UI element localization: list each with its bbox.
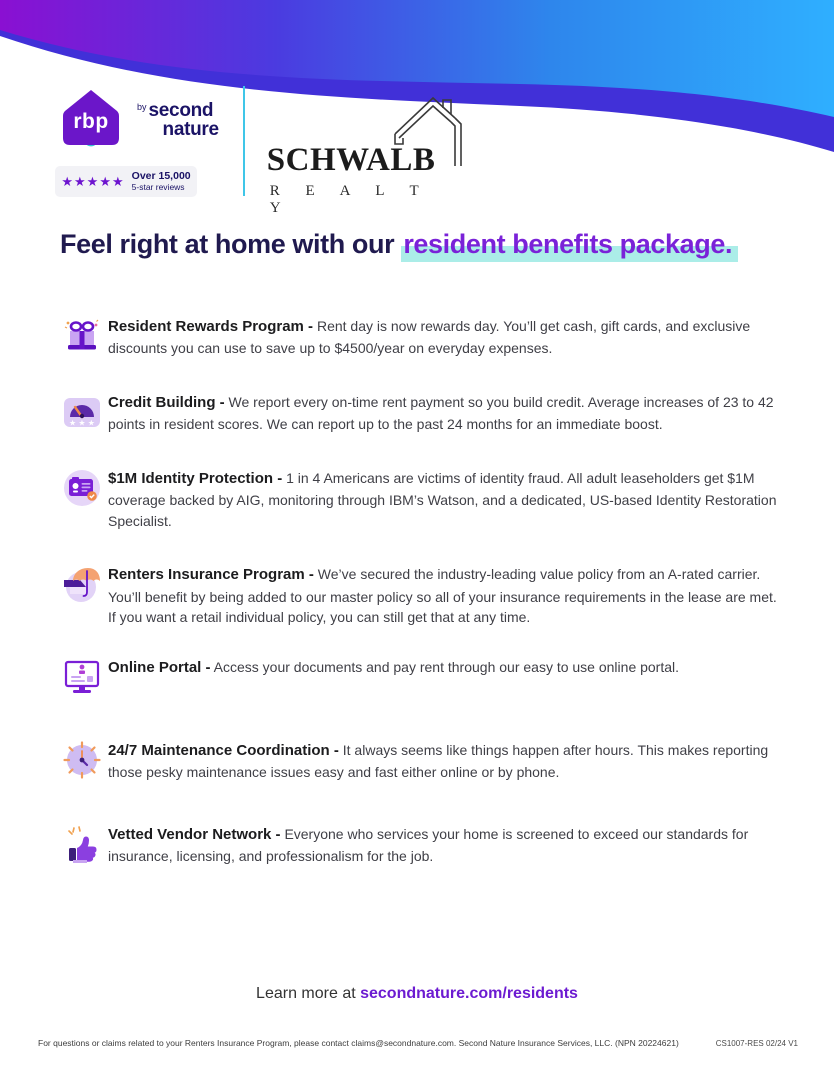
thumbs-up-icon <box>56 822 108 866</box>
benefit-description: Everyone who services your home is screened to exceed our standards for insurance, licensing, and professionalism for the job. <box>108 825 749 865</box>
five-stars-icon: ★★★★★ <box>61 174 125 189</box>
reviews-badge <box>55 166 197 197</box>
benefit-title: Vetted Vendor Network - <box>108 825 281 843</box>
benefit-title: Online Portal - <box>108 659 211 677</box>
partner-name: SCHWALB <box>266 142 436 178</box>
benefit-title: $1M Identity Protection - <box>108 469 283 487</box>
benefit-resident-rewards <box>56 314 780 359</box>
svg-text:★ ★ ★: ★ ★ ★ <box>69 418 95 428</box>
benefit-credit-building <box>56 390 780 435</box>
clock-icon <box>56 738 108 782</box>
rbp-second-nature-logo <box>55 86 219 197</box>
credit-gauge-icon <box>56 390 108 434</box>
house-outline-icon <box>389 88 475 184</box>
logo-divider <box>243 86 245 196</box>
benefit-title: Resident Rewards Program - <box>108 318 314 335</box>
benefit-online-portal <box>56 655 780 699</box>
rbp-logo-text: rbp <box>73 110 109 133</box>
logo-row <box>55 86 457 217</box>
benefit-title: Renters Insurance Program - <box>108 566 314 584</box>
fine-print-legal: For questions or claims related to your Renters Insurance Program, please contact claims@secondnature.com. Second Nature Insurance Services, LLC. (NPN 20224621) <box>38 1038 679 1048</box>
headline-highlight: resident benefits package. <box>401 229 738 262</box>
reviews-count: Over 15,000 <box>131 170 191 183</box>
reviews-label: 5-star reviews <box>131 181 185 192</box>
benefit-vendor-network <box>56 822 780 867</box>
benefit-description: Access your documents and pay rent through our easy to use online portal. <box>213 659 680 676</box>
page-title: Feel right at home with our resident benefits package. <box>60 229 738 260</box>
monitor-icon <box>56 655 108 699</box>
benefits-list <box>56 314 780 898</box>
benefit-identity-protection <box>56 466 780 532</box>
benefit-renters-insurance <box>56 562 780 628</box>
fine-print <box>38 1038 798 1048</box>
rbp-logo-icon <box>55 86 127 156</box>
second-nature-wordmark: $^{by}$ second nature <box>137 100 219 140</box>
learn-more-link[interactable]: secondnature.com/residents <box>360 985 578 1002</box>
benefit-maintenance <box>56 738 780 783</box>
benefit-title: 24/7 Maintenance Coordination - <box>108 742 339 760</box>
benefit-description: We report every on-time rent payment so you build credit. Average increases of 23 to 42 points in resident scores. We can report up to the past 24 months for an immediate boost. <box>108 393 774 433</box>
fine-print-code: CS1007-RES 02/24 V1 <box>715 1039 798 1048</box>
partner-subtitle: R E A L T Y <box>269 183 430 216</box>
benefit-title: Credit Building - <box>108 393 225 411</box>
id-card-icon <box>56 466 108 510</box>
schwalb-realty-logo <box>267 102 457 217</box>
gift-icon <box>56 314 108 358</box>
benefit-description: It always seems like things happen after hours. This makes reporting those pesky maintenance issues easy and fast either online or by phone. <box>108 742 769 781</box>
benefit-description: We’ve secured the industry-leading value policy from an A-rated carrier. You’ll benefit by being added to our master policy so all of your insurance requirements in the lease are met. If you want a retail individual policy, you can still get that at any time. <box>108 566 777 626</box>
by-label: by <box>137 102 147 113</box>
umbrella-icon <box>56 562 108 606</box>
learn-more-line: Learn more at secondnature.com/residents <box>256 985 578 1002</box>
benefit-description: Rent day is now rewards day. You’ll get cash, gift cards, and exclusive discounts you can use to save up to $4500/year on everyday expenses. <box>108 318 751 357</box>
benefit-description: 1 in 4 Americans are victims of identity fraud. All adult leaseholders get $1M coverage backed by AIG, monitoring through IBM’s Watson, and a dedicated, US-based Identity Restoration Specialist. <box>108 469 777 529</box>
